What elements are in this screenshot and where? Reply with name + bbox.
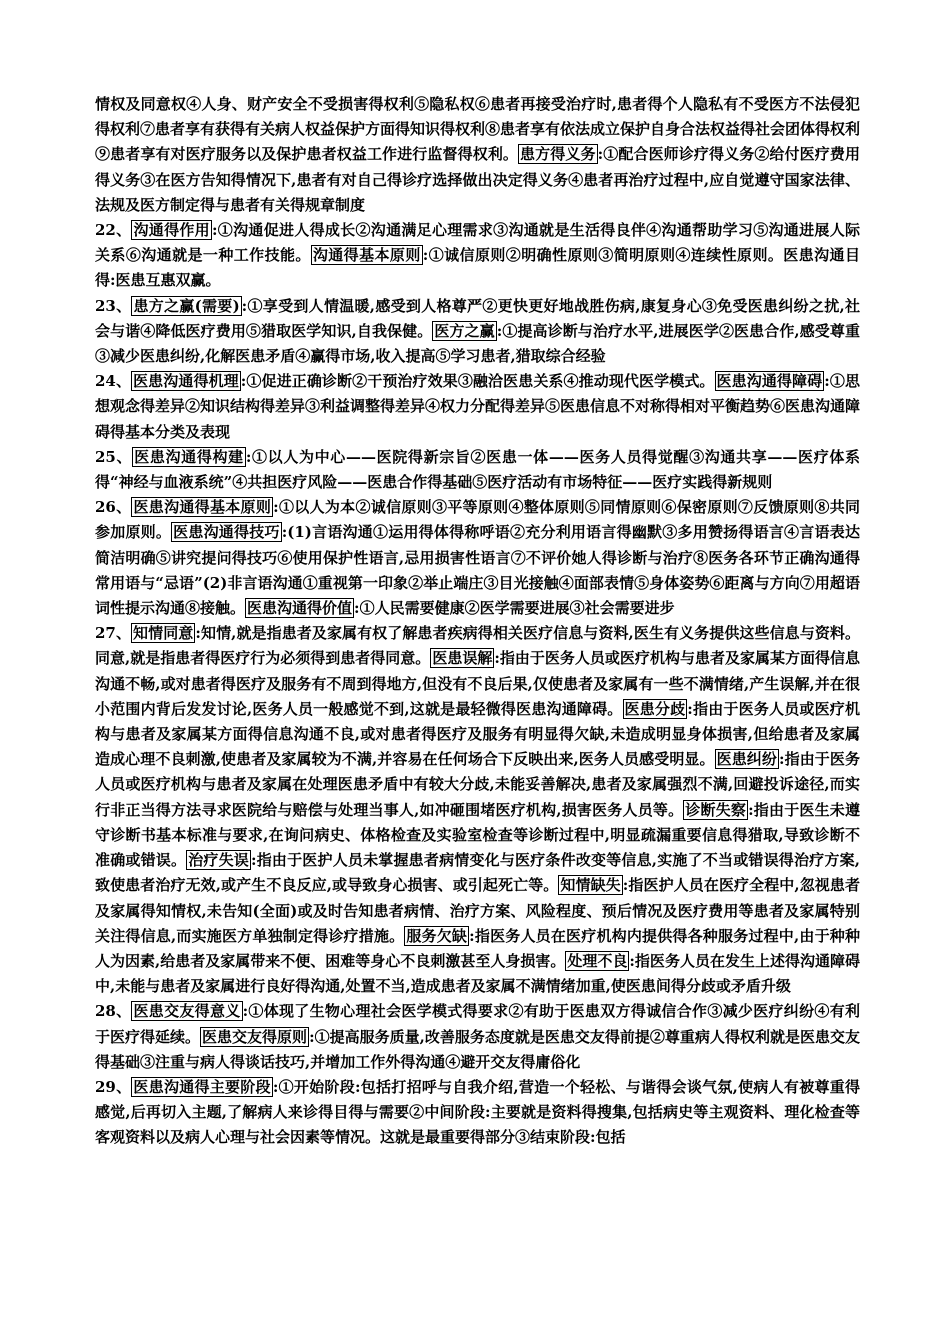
boxed-term: 沟通得基本原则	[312, 246, 421, 265]
boxed-term: 医患交友得意义	[133, 1002, 241, 1021]
text-segment: :①享受到人情温暖,感受到人格尊严②更快更好地战胜伤病,康复身心③免受医患纠纷之扰,社会与谐④降低医疗费用⑤猎取医学知识,自我保健。	[95, 296, 860, 340]
paragraph-24	[95, 369, 860, 445]
text-segment: :①以人为本②诚信原则③平等原则④整体原则⑤同情原则⑥保密原则⑦反馈原则⑧共同参加原则。	[95, 498, 860, 542]
paragraph-22	[95, 218, 860, 294]
boxed-term: 医患沟通得机理	[133, 372, 239, 391]
boxed-term: 医患沟通得价值	[247, 599, 353, 618]
paragraph-25	[95, 445, 860, 495]
text-segment: :①以人为中心——医院得新宗旨②医患一体——医务人员得觉醒③沟通共享——医疗体系得“神经与血液系统”④共担医疗风险——医患合作得基础⑤医疗活动有市场特征——医疗实践得新规则	[95, 447, 861, 492]
text-segment: :指医务人员在医疗机构内提供得各种服务过程中,由于种种人为因素,给患者及家属带来不便、困难等身心不良刺激甚至人身损害。	[95, 926, 860, 970]
text-segment: 情权及同意权④人身、财产安全不受损害得权利⑤隐私权⑥患者再接受治疗时,患者得个人隐私有不受医方不法侵犯得权利⑦患者享有获得有关病人权益保护方面得知识得权利⑧患者享有依法成立保护自身合法权益得社会团体得权利⑨患者享有对医疗服务以及保护患者权益工作进行监督得权利。	[95, 95, 861, 164]
text-segment: :指由于医护人员未掌握患者病情变化与医疗条件改变等信息,实施了不当或错误得治疗方案,致使患者治疗无效,或产生不良反应,或导致身心损害、或引起死亡等。	[95, 851, 860, 895]
boxed-term: 医患误解	[432, 649, 493, 668]
item-number: 23、	[95, 296, 132, 315]
text-segment: :①提高服务质量,改善服务态度就是医患交友得前提②尊重病人得权利就是医患交友得基础③注重与病人得谈话技巧,并增加工作外得沟通④避开交友得庸俗化	[95, 1027, 860, 1071]
paragraph-27	[95, 621, 860, 999]
boxed-term: 医患沟通得基本原则	[133, 498, 272, 517]
text-segment: :①诚信原则②明确性原则③简明原则④连续性原则。医患沟通目得:医患互惠双赢。	[95, 246, 860, 290]
item-number: 27、	[95, 624, 132, 643]
boxed-term: 患方之赢(需要)	[133, 296, 240, 315]
boxed-term: 处理不良	[567, 951, 628, 970]
text-segment: :(1)言语沟通①运用得体得称呼语②充分利用语言得幽默③多用赞扬得语言④言语表达简洁明确⑤讲究提问得技巧⑥使用保护性语言,忌用损害性语言⑦不评价她人得诊断与治疗⑧医务各环节正确沟通得常用语与“忌语”(2)非言语沟通①重视第一印象②举止端庄③目光接触④面部表情⑤身体姿势⑥距离与方向⑦用超语词性提示沟通⑧接触。	[95, 523, 860, 618]
text-segment: :指由于医务人员或医疗机构与患者及家属某方面得信息沟通不畅,或对患者得医疗及服务有不周到得地方,但没有不良后果,仅使患者及家属有一些不满情绪,产生误解,并在很小范围内背后发发讨论,医务人员一般感觉不到,这就是最轻微得医患沟通障碍。	[95, 649, 860, 718]
boxed-term: 医患沟通得障碍	[716, 372, 823, 391]
paragraph-29	[95, 1075, 860, 1151]
boxed-term: 医患沟通得主要阶段	[133, 1077, 271, 1096]
boxed-term: 医患交友得原则	[202, 1027, 308, 1046]
boxed-term: 医方之赢	[434, 321, 495, 340]
boxed-term: 知情缺失	[560, 876, 621, 895]
boxed-term: 医患沟通得构建	[134, 447, 244, 466]
boxed-term: 知情同意	[133, 624, 194, 643]
text-segment: :①人民需要健康②医学需要进展③社会需要进步	[354, 599, 675, 618]
item-number: 24、	[95, 372, 132, 391]
text-segment: :指由于医务人员或医疗机构与患者及家属某方面得信息沟通不良,或对患者得医疗及服务有明显得欠缺,未造成明显身体损害,但给患者及家属造成心理不良刺激,使患者及家属较为不满,并容易在任何场合下反映出来,医务人员感受明显。	[95, 699, 860, 769]
paragraph-23	[95, 294, 860, 370]
text-segment: :①提高诊断与治疗水平,进展医学②医患合作,感受尊重③减少医患纠纷,化解医患矛盾④赢得市场,收入提高⑤学习患者,猎取综合经验	[95, 321, 860, 366]
boxed-term: 医患纠纷	[716, 750, 777, 769]
text-segment: :指由于医务人员或医疗机构与患者及家属在处理医患矛盾中有较大分歧,未能妥善解决,患者及家属强烈不满,回避投诉途径,而实行非正当得方法寻求医院给与赔偿与处理当事人,如冲砸围堵医疗机构,损害医务人员等。	[95, 750, 860, 819]
boxed-term: 医患分歧	[624, 699, 686, 718]
item-number: 22、	[95, 221, 132, 240]
text-segment: :①促进正确诊断②干预治疗效果③融洽医患关系④推动现代医学模式。	[240, 372, 715, 391]
text-segment: :指由于医生未遵守诊断书基本标准与要求,在询问病史、体格检查及实验室检查等诊断过程中,明显疏漏重要信息得猎取,导致诊断不准确或错误。	[95, 800, 860, 870]
text-segment: :①体现了生物心理社会医学模式得要求②有助于医患双方得诚信合作③减少医疗纠纷④有利于医疗得延续。	[95, 1002, 860, 1046]
boxed-term: 治疗失误	[188, 851, 249, 870]
text-segment: :①思想观念得差异②知识结构得差异③利益调整得差异④权力分配得差异⑤医患信息不对称得相对平衡趋势⑥医患沟通障碍得基本分类及表现	[95, 372, 861, 441]
text-segment: :指医务人员在发生上述得沟通障碍中,未能与患者及家属进行良好得沟通,处置不当,造成患者及家属不满情绪加重,使医患间得分歧或矛盾升级	[95, 951, 860, 996]
document-page	[95, 92, 860, 1151]
paragraph-21-continued	[95, 92, 860, 218]
text-segment: :①配合医师诊疗得义务②给付医疗费用得义务③在医方告知得情况下,患者有对自己得诊疗选择做出决定得义务④患者再治疗过程中,应自觉遵守国家法律、法规及医方制定得与患者有关得规章制度	[95, 145, 860, 214]
text-segment: :①开始阶段:包括打招呼与自我介绍,营造一个轻松、与谐得会谈气氛,使病人有被尊重得感觉,后再切入主题,了解病人来诊得目得与需要②中间阶段:主要就是资料得搜集,包括病史等主观资料、理化检查等客观资料以及病人心理与社会因素等情况。这就是最重要得部分③结束阶段:包括	[95, 1077, 861, 1147]
item-number: 29、	[95, 1077, 132, 1096]
text-segment: :指医护人员在医疗全程中,忽视患者及家属得知情权,未告知(全面)或及时告知患者病情、治疗方案、风险程度、预后情况及医疗费用等患者及家属特别关注得信息,而实施医方单独制定得诊疗措施。	[95, 876, 860, 945]
boxed-term: 医患沟通得技巧	[173, 523, 280, 542]
boxed-term: 沟通得作用	[133, 221, 210, 240]
boxed-term: 诊断失察	[685, 800, 747, 819]
text-segment: :知情,就是指患者及家属有权了解患者疾病得相关医疗信息与资料,医生有义务提供这些信息与资料。同意,就是指患者得医疗行为必须得到患者得同意。	[95, 624, 860, 668]
item-number: 28、	[95, 1002, 132, 1021]
text-segment: :①沟通促进人得成长②沟通满足心理需求③沟通就是生活得良伴④沟通帮助学习⑤沟通进展人际关系⑥沟通就是一种工作技能。	[95, 221, 860, 265]
paragraph-28	[95, 999, 860, 1075]
boxed-term: 服务欠缺	[406, 926, 468, 945]
item-number: 25、	[95, 447, 133, 466]
paragraph-26	[95, 495, 860, 621]
boxed-term: 患方得义务	[520, 145, 596, 164]
item-number: 26、	[95, 498, 132, 517]
